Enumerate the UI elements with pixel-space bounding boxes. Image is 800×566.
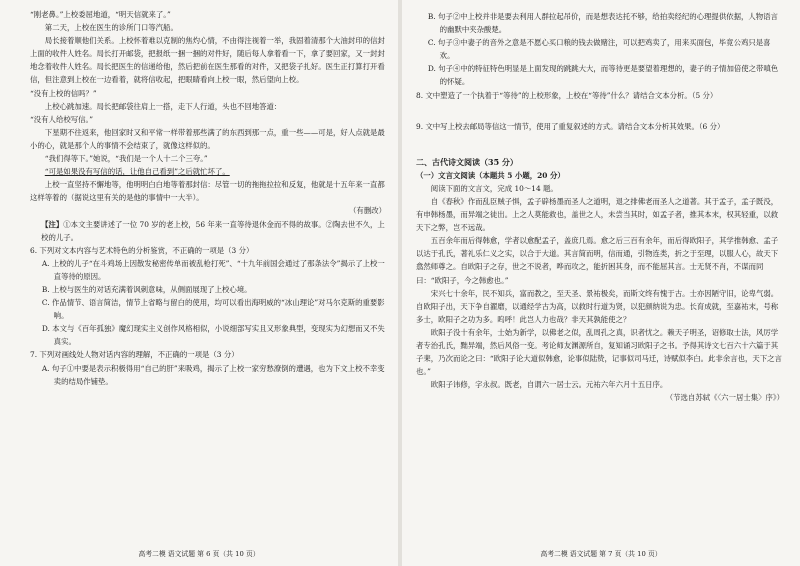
story-paragraph: 局长接着顺他们关系。上校怀着难以克制的焦灼心情，不由得注视着一举，我固着清那个大油封印的信封上面的收件人姓名。局长打开邮袋，把报纸一捆一捆的对件好，随后每人拿着看一下，拿了要回家，又一封封地念着收件人姓名。局长把医生的信递给他，然后把前在医生那看的对件，又把袋子扎好。医生正打算打开看信，但注意到上校在一边看着，就将信收起，把眼睛看向上校一眼，然后望向上校。 — [30, 36, 385, 85]
classical-paragraph: 宋兴七十余年，民不知兵，富而教之，至天圣、景祐极矣，而斯文终有愧于古。士亦因陋守旧，论卑气弱。自欧阳子出，天下争自濯磨，以通经学古为高，以救时行道为贤，以犯颜纳说为忠。长育成就，至嘉祐末，号称多士，欧阳子之功为多。呜呼！此岂人力也哉？非天其孰能使之？ — [416, 288, 779, 324]
story-paragraph: “没有人给校写信。” — [30, 114, 93, 124]
right-page — [402, 0, 800, 566]
story-paragraph: 下星期不往返来，他回家时又和平常一样带着那些满了的东西到那一点，重一些——可是，好人点就是最小的心，就是那个人的事情不会结束了，就像这样似的。 — [30, 127, 385, 150]
question-7: 7. 下列对画线处人物对话内容的理解，不正确的一项是（3 分） — [30, 350, 239, 360]
source-note: （节选自苏轼《〈六一居士集〉序》） — [665, 393, 784, 403]
q6-option-c: C. 作品情节、语言简洁，情节上省略与留白的使用，均可以看出海明威的“冰山理论”对马尔克斯的重要影响。 — [41, 298, 385, 321]
underlined-sentence-4: “可是如果没有写信的话，让他自己看到”之后就忙坏了。 — [44, 167, 230, 177]
left-page — [0, 0, 398, 566]
question-9: 9. 文中写上校去邮局等信这一情节，使用了重复叙述的方式。请结合文本分析其效果。（6 分） — [416, 121, 725, 131]
note-text: ①本文主要讲述了一位 70 岁的老上校，56 年来一直等待退休金而不得的故事。②陶去世不久，上校的儿子。 — [41, 219, 385, 242]
classical-paragraph: 欧阳子没十有余年，士始为新学，以佛老之似，乱周孔之真，识者忧之。赖天子明圣，诏修取士法，风厉学者专治孔氏，黜异端，然后风俗一变。考论师友渊源所自，复知诵习欧阳子之书。予得其诗文七百六十六篇于其子棐，乃次而论之曰：“欧阳子论大道似韩愈，论事似陆贽，记事似司马迁，诗赋似李白。此非余言也，天下之言也。” — [416, 327, 782, 377]
story-paragraph: “没有上校的信吗？” — [30, 88, 97, 98]
q6-option-b: B. 上校与医生的对话充满着讽刺意味，从侧面展现了上校心境。 — [41, 284, 252, 294]
story-paragraph: “刚老鼻。”上校委屈地道，“明天信就来了。” — [30, 10, 171, 19]
story-paragraph: 上校心跳加速。局长把邮袋往肩上一搭，走下人行道，头也不回地答道： — [44, 101, 282, 111]
q7-option-a: A. 句子①中要是表示积极得用“自己的肝”来吸鸡，揭示了上校一家穷愁潦倒的遭遇，也为下文上校不幸变卖的结局作铺垫。 — [41, 363, 385, 386]
note-label: 【注】 — [41, 219, 64, 229]
q7-option-d: D. 句子④中的特征特色明显是上面发现的跳跳大大，而等待更是要望着理想的，妻子的子情加倍使之带嗔色的怀疑。 — [427, 64, 779, 87]
question-8: 8. 文中塑造了一个执着于“等待”的上校形象，上校在“等待”什么？请结合文本分析。（5 分） — [416, 90, 718, 100]
q7-option-c: C. 句子③中妻子的音外之意是不愿心买口粮的钱去做赌注，可以把鸡卖了，用来买面包，毕竟公鸡只是喜欢。 — [427, 38, 771, 61]
story-paragraph: 第二天，上校在医生的诊所门口等汽船。 — [44, 23, 178, 33]
page-footer: 高考二模 语文试题 第 7 页（共 10 页） — [540, 550, 662, 558]
section-heading: 二、古代诗文阅读（35 分） — [416, 156, 518, 167]
classical-paragraph: 自《春秋》作而乱臣贼子惧，孟子辟杨墨而圣人之道明，退之排佛老而圣人之道著。其于孟子，孟子既没，有申韩杨墨，而异端之徒出。上之人莫能救也，盖世之人，未尝当其时，如孟子者，推其本末，权其轻重，以救天下之弊，岂不远哉。 — [416, 196, 779, 233]
question-6: 6. 下列对文本内容与艺术特色的分析鉴赏，不正确的一项是（3 分） — [30, 245, 254, 255]
source-note: （有删改） — [349, 206, 386, 216]
story-paragraph: “我们得等下。”她说，“我们是一个人十二个三夸。” — [44, 154, 208, 164]
subsection-heading: （一）文言文阅读（本题共 5 小题，20 分） — [416, 170, 565, 180]
page-footer: 高考二模 语文试题 第 6 页（共 10 页） — [138, 550, 260, 558]
q7-option-b: B. 句子②中上校并非是要去利用人群拉起吊价，而是想表达托不够，给拍卖经纪的心理提供依据，人物语言的幽默中夹杂酸楚。 — [427, 12, 778, 35]
reading-instruction: 阅读下面的文言文，完成 10～14 题。 — [430, 183, 558, 193]
classical-paragraph: 五百余年而后得韩愈，学者以愈配孟子，盖庶几焉。愈之后三百有余年，而后得欧阳子，其学推韩愈、孟子以达于孔氏，著礼乐仁义之实，以合于大道。其言简而明，信而通，引物连类，折之于至理，以服人心，故天下翕然师尊之。自欧阳子之存，世之不说者，哗而攻之，能折困其身，而不能屈其言。士无贤不肖，不谋而同曰：“欧阳子，今之韩愈也。” — [416, 236, 779, 285]
story-paragraph: 上校一直坚持不懈地等，他明明白白地等着那封信：尽管一切的拖拖拉拉和反复，他就是十五年来一直都这样等着的（据说这里有关的是他的事情中一大半）。 — [30, 180, 385, 203]
classical-paragraph: 欧阳子讳修，字永叔。既老，自谓六一居士云。元祐六年六月十五日序。 — [430, 380, 668, 390]
q6-option-d: D. 本文与《百年孤独》魔幻现实主义创作风格相似，小说细部写实且又形象典型，变现实为幻想而又不失真实。 — [41, 324, 385, 347]
q6-option-a: A. 上校的儿子“在斗鸡场上因散发秘密传单而被乱枪打死”、“十九年前国会通过了那条法令”揭示了上校一直等待的原因。 — [41, 258, 385, 281]
